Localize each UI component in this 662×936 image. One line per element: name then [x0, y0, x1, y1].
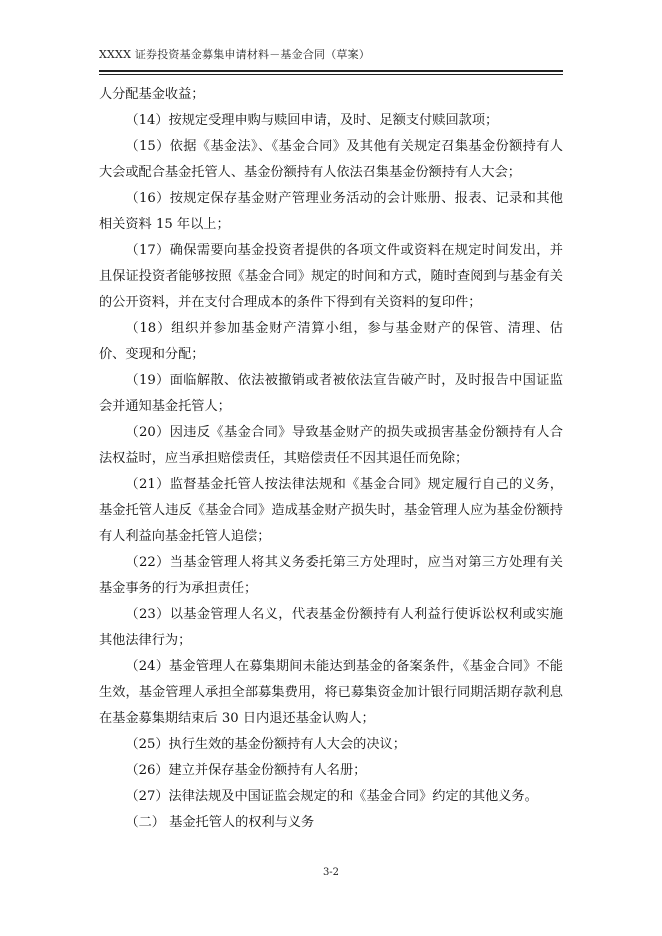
paragraph-item-14: （14）按规定受理申购与赎回申请，及时、足额支付赎回款项； — [125, 113, 499, 128]
paragraph-item-20: （20）因违反《基金合同》导致基金财产的损失或损害基金份额持有人合法权益时，应当承担赔偿责任，其赔偿责任不因其退任而免除； — [99, 425, 563, 466]
paragraph-item-27: （27）法律法规及中国证监会规定的和《基金合同》约定的其他义务。 — [125, 789, 538, 804]
header-rule-thick — [99, 70, 563, 72]
paragraph-item-19: （19）面临解散、依法被撤销或者被依法宣告破产时，及时报告中国证监会并通知基金托管人； — [99, 373, 563, 414]
paragraph-item-17: （17）确保需要向基金投资者提供的各项文件或资料在规定时间发出，并且保证投资者能够按照《基金合同》规定的时间和方式，随时查阅到与基金有关的公开资料，并在支付合理成本的条件下得到有关资料的复印件； — [99, 243, 563, 310]
paragraph-continuation: 人分配基金收益； — [99, 87, 205, 102]
paragraph-item-16: （16）按规定保存基金财产管理业务活动的会计账册、报表、记录和其他相关资料 15 年以上； — [99, 191, 563, 232]
header-title: XXXX 证券投资基金募集申请材料－基金合同（草案） — [99, 48, 371, 61]
paragraph-item-15: （15）依据《基金法》、《基金合同》及其他有关规定召集基金份额持有人大会或配合基金托管人、基金份额持有人依法召集基金份额持有人大会； — [99, 139, 563, 180]
paragraph-item-21: （21）监督基金托管人按法律法规和《基金合同》规定履行自己的义务，基金托管人违反《基金合同》造成基金财产损失时，基金管理人应为基金份额持有人利益向基金托管人追偿； — [99, 477, 563, 544]
paragraph-item-24: （24）基金管理人在募集期间未能达到基金的备案条件，《基金合同》不能生效，基金管理人承担全部募集费用，将已募集资金加计银行同期活期存款利息在基金募集期结束后 30 日内退还基金认购人； — [99, 659, 563, 726]
paragraph-item-26: （26）建立并保存基金份额持有人名册； — [125, 763, 367, 778]
section-heading: （二） 基金托管人的权利与义务 — [125, 815, 315, 830]
paragraph-item-18: （18）组织并参加基金财产清算小组，参与基金财产的保管、清理、估价、变现和分配； — [99, 321, 563, 362]
header-rule-thin — [99, 74, 563, 75]
paragraph-item-23: （23）以基金管理人名义，代表基金份额持有人利益行使诉讼权利或实施其他法律行为； — [99, 607, 563, 648]
paragraph-item-22: （22）当基金管理人将其义务委托第三方处理时，应当对第三方处理有关基金事务的行为承担责任； — [99, 555, 563, 596]
document-body — [99, 82, 563, 836]
paragraph-item-25: （25）执行生效的基金份额持有人大会的决议； — [125, 737, 406, 752]
page-number: 3-2 — [322, 867, 340, 878]
